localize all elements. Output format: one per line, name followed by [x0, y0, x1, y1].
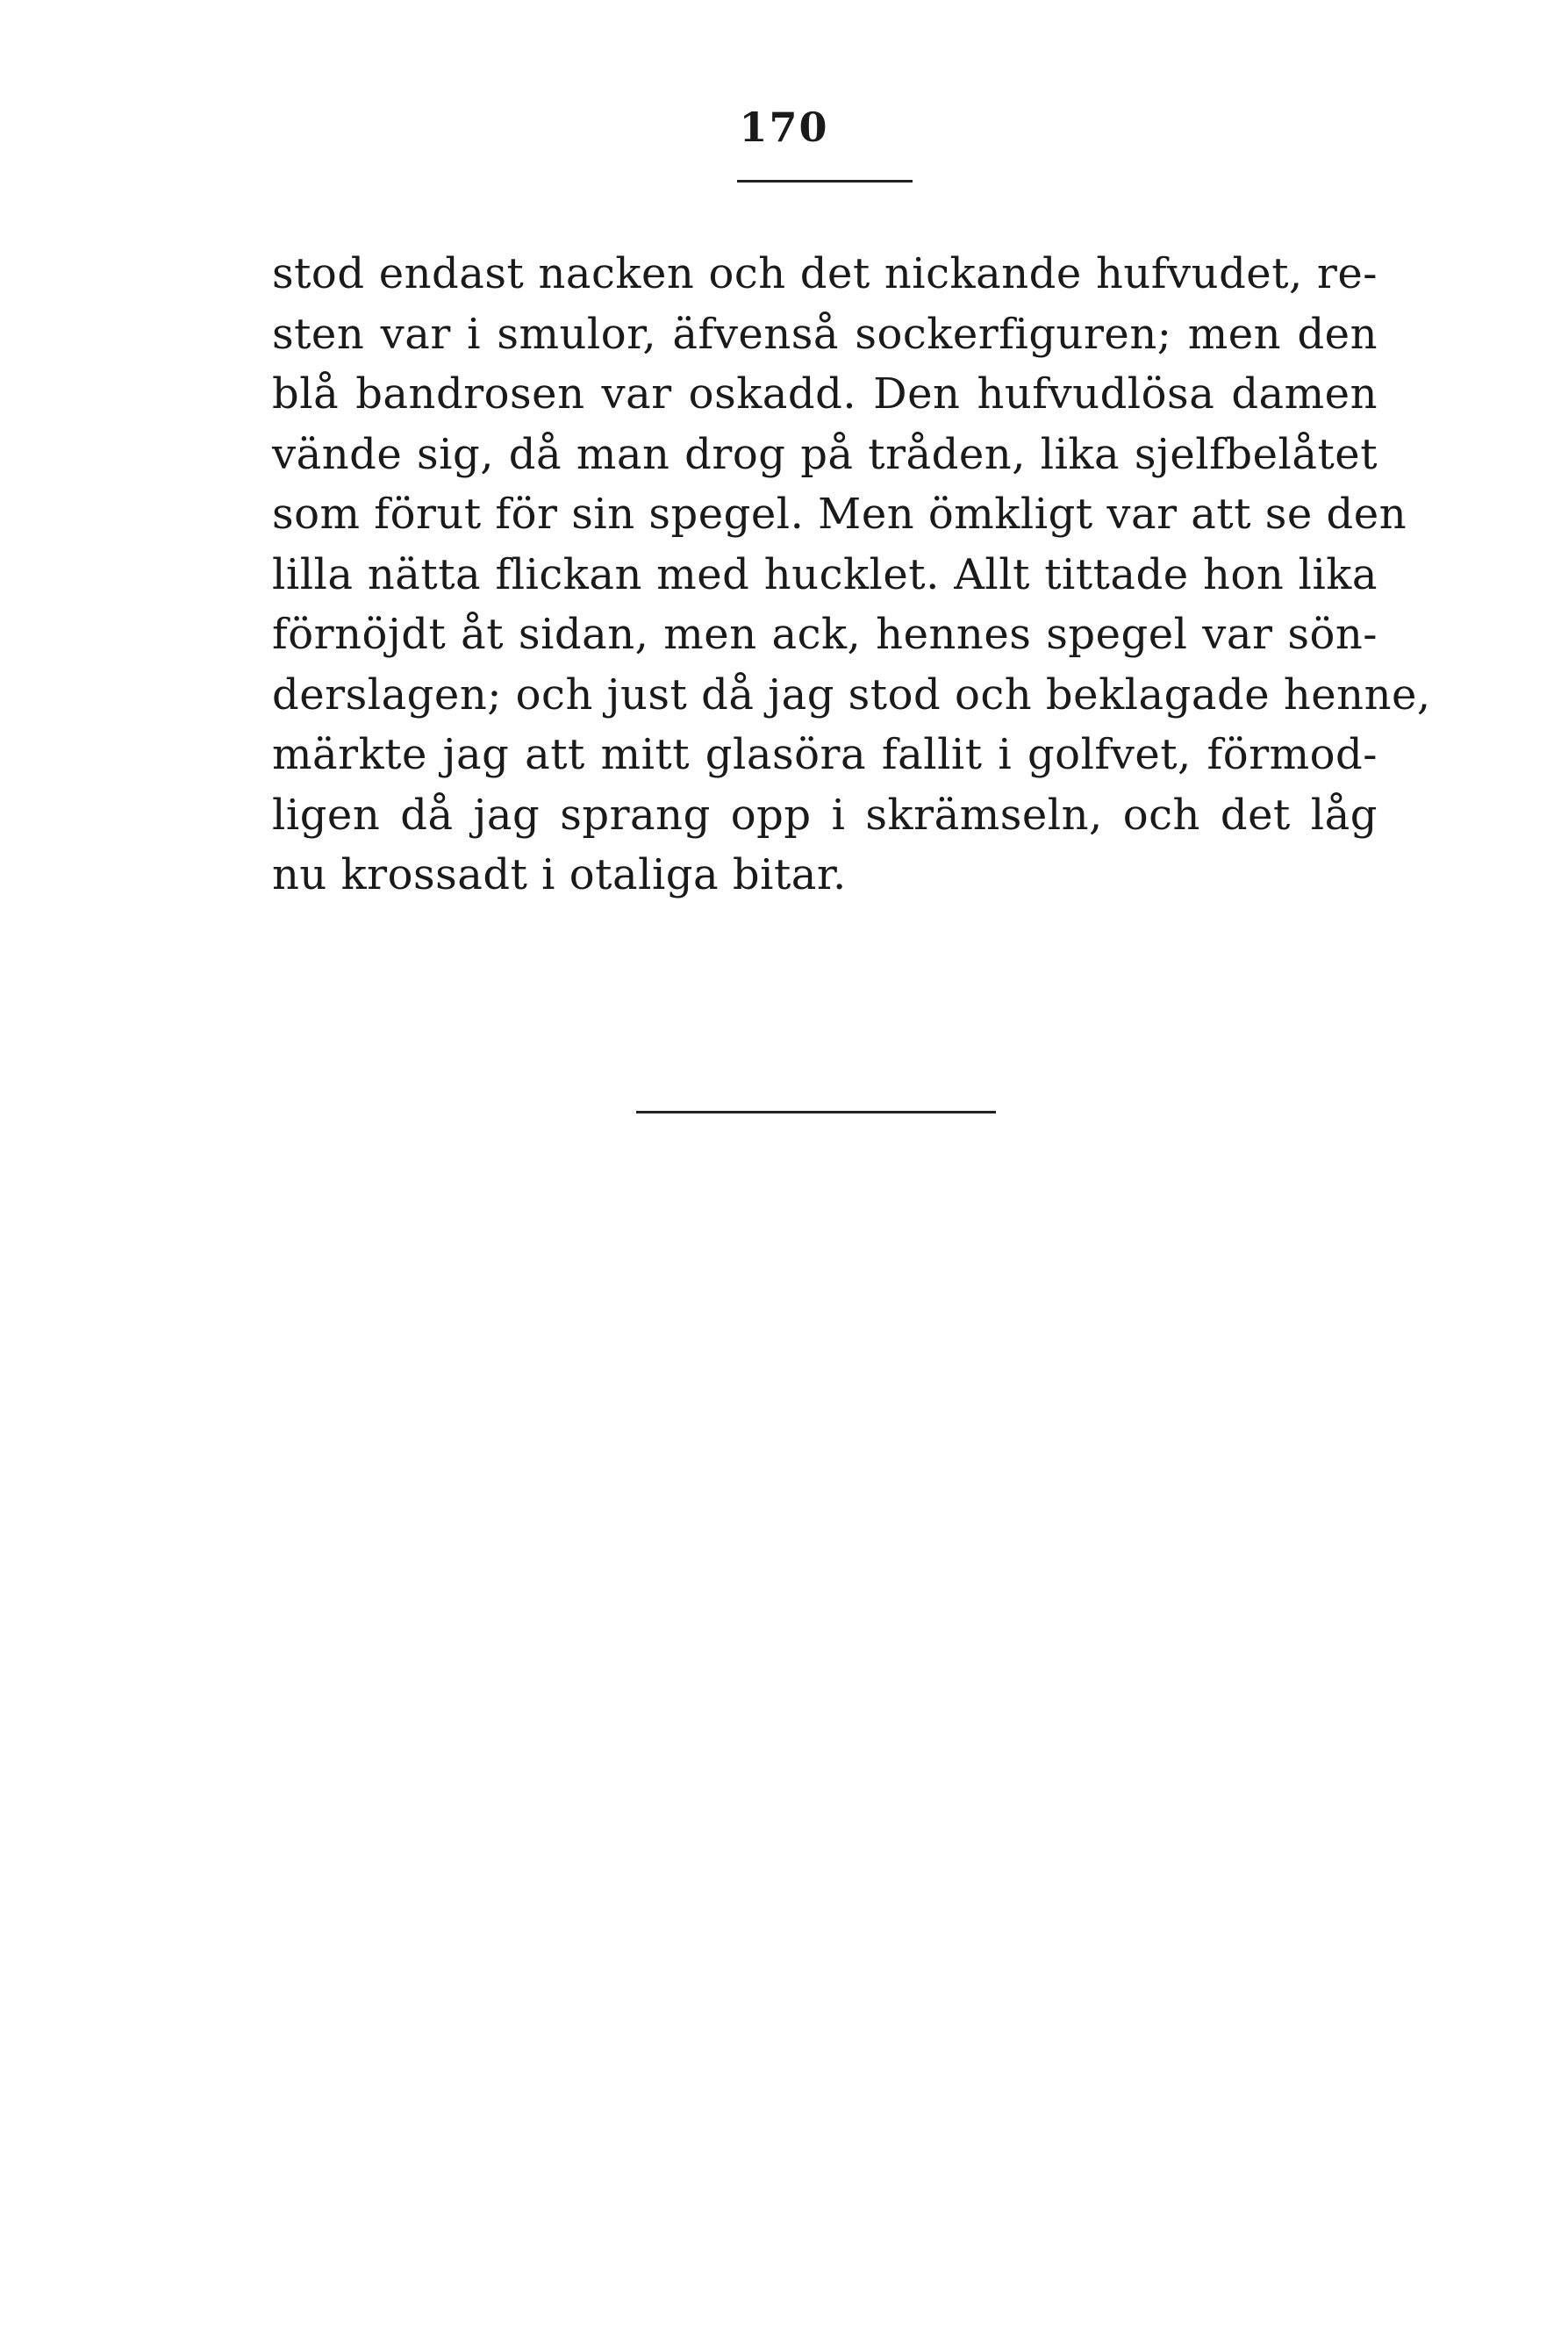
text-line: förnöjdt åt sidan, men ack, hennes spegel var sön- — [272, 610, 1378, 659]
text-line: nu krossadt i otaliga bitar. — [272, 850, 847, 899]
text-line: derslagen; och just då jag stod och beklagade henne, — [272, 669, 1431, 720]
text-line: lilla nätta flickan med hucklet. Allt tittade hon lika — [272, 549, 1378, 599]
text-line: vände sig, då man drog på tråden, lika sjelfbelåtet — [272, 429, 1378, 479]
text-line: ligen då jag sprang opp i skrämseln, och det låg — [272, 790, 1378, 840]
text-line: blå bandrosen var oskadd. Den hufvudlösa damen — [272, 369, 1378, 419]
header-rule — [737, 180, 913, 183]
text-line: stod endast nacken och det nickande hufvudet, re- — [272, 249, 1378, 298]
text-line: sten var i smulor, äfvenså sockerfiguren; men den — [272, 309, 1378, 359]
text-line: märkte jag att mitt glasöra fallit i golfvet, förmod- — [272, 730, 1378, 779]
body-text — [272, 244, 1431, 906]
page-number: 170 — [739, 104, 829, 151]
end-rule — [636, 1111, 996, 1113]
text-line: som förut för sin spegel. Men ömkligt var att se den — [272, 490, 1407, 539]
